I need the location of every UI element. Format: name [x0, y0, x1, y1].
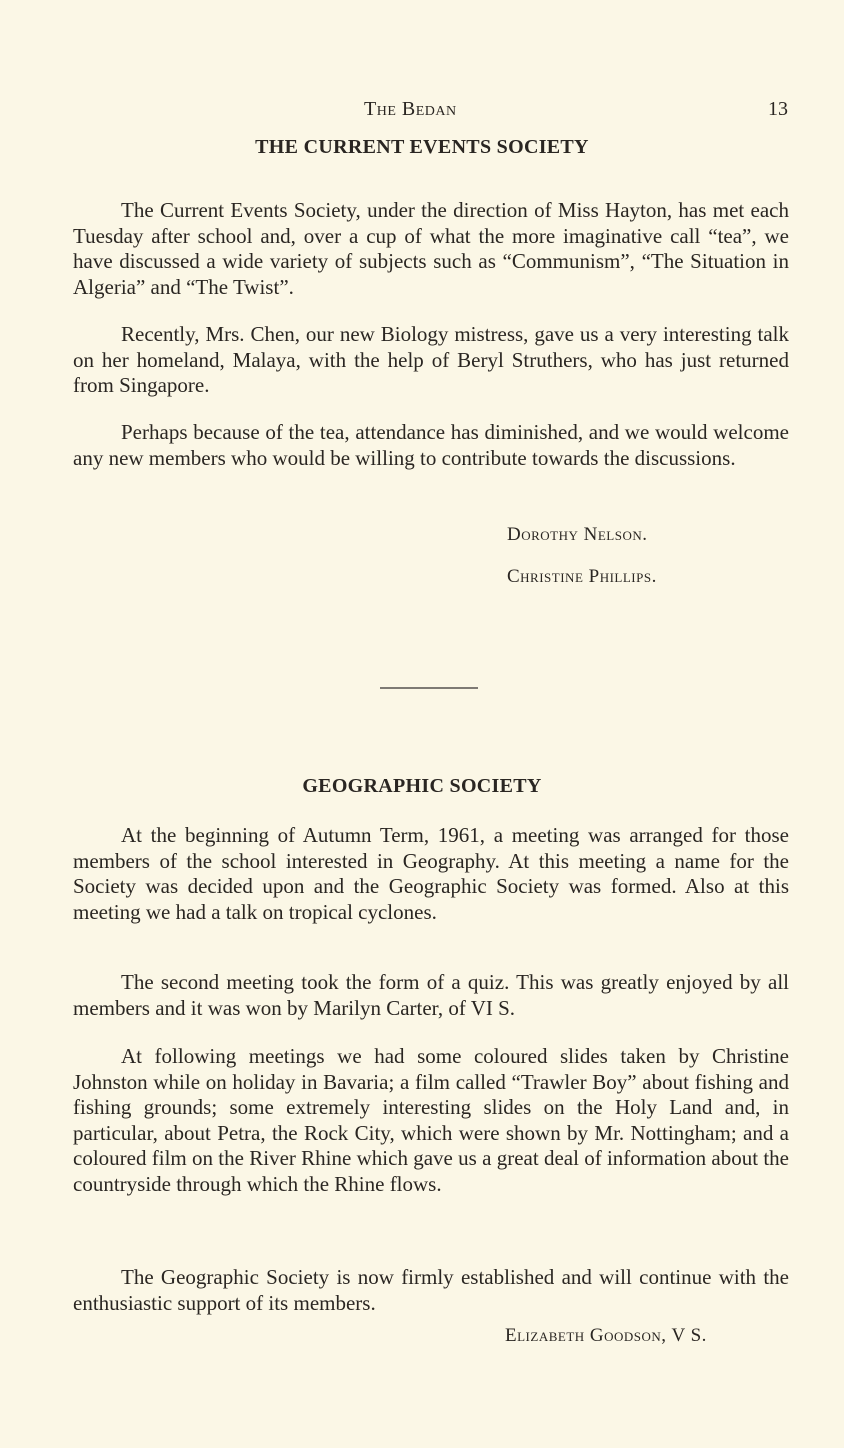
paragraph: The Geographic Society is now firmly established and will continue with the enthusiastic support of its members.	[73, 1265, 789, 1315]
signature-dorothy-nelson: Dorothy Nelson.	[507, 524, 648, 545]
paragraph: At following meetings we had some coloured slides taken by Christine Johnston while on holiday in Bavaria; a film called “Trawler Boy” about fishing and fishing grounds; some extremely interesting slides on the Holy Land and, in particular, about Petra, the Rock City, which were shown by Mr. Nottingham; and a coloured film on the River Rhine which gave us a great deal of information about the countryside through which the Rhine flows.	[73, 1044, 789, 1196]
paragraph: At the beginning of Autumn Term, 1961, a meeting was arranged for those members of the school interested in Geography. At this meeting a name for the Society was decided upon and the Geographic Society was formed. Also at this meeting we had a talk on tropical cyclones.	[73, 823, 789, 924]
signature-christine-phillips: Christine Phillips.	[507, 566, 657, 587]
paragraph: The Current Events Society, under the direction of Miss Hayton, has met each Tuesday after school and, over a cup of what the more imaginative call “tea”, we have discussed a wide variety of subjects such as “Communism”, “The Situation in Algeria” and “The Twist”.	[73, 198, 789, 299]
page-number: 13	[768, 98, 788, 120]
section-divider	[380, 687, 478, 689]
section-title-current-events: THE CURRENT EVENTS SOCIETY	[255, 136, 589, 158]
section-title-geographic: GEOGRAPHIC SOCIETY	[302, 775, 542, 797]
running-head: The Bedan	[364, 98, 457, 120]
signature-elizabeth-goodson: Elizabeth Goodson, V S.	[505, 1325, 707, 1346]
page-header	[0, 98, 844, 128]
paragraph: The second meeting took the form of a quiz. This was greatly enjoyed by all members and it was won by Marilyn Carter, of VI S.	[73, 970, 789, 1020]
paragraph: Perhaps because of the tea, attendance has diminished, and we would welcome any new members who would be willing to contribute towards the discussions.	[73, 420, 789, 470]
paragraph: Recently, Mrs. Chen, our new Biology mistress, gave us a very interesting talk on her homeland, Malaya, with the help of Beryl Struthers, who has just returned from Singapore.	[73, 322, 789, 397]
